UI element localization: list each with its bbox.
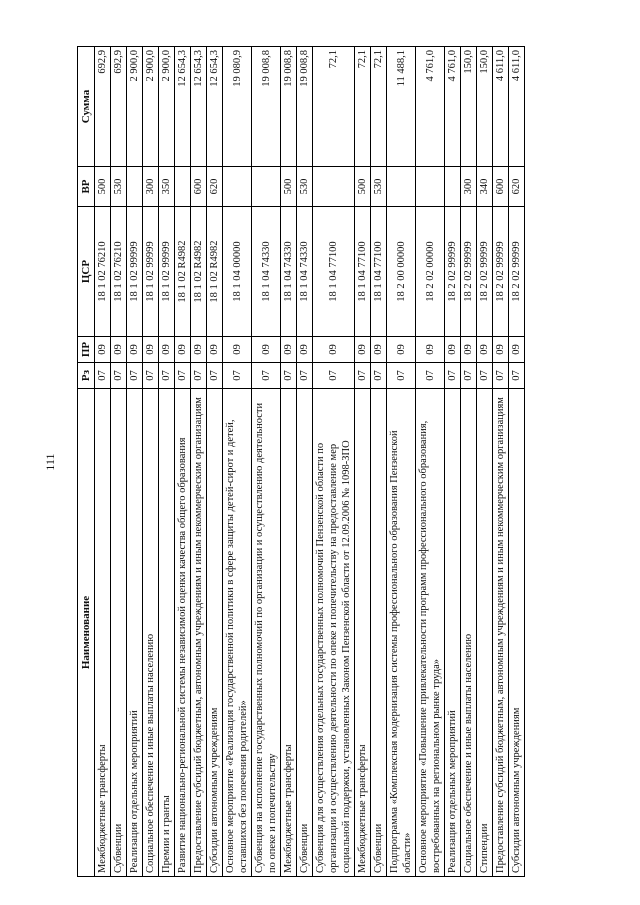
cell-rz: 07 xyxy=(313,363,355,389)
table-row xyxy=(297,47,313,877)
cell-csr: 18 1 02 R4982 xyxy=(191,207,207,337)
cell-vr xyxy=(223,167,252,207)
cell-vr xyxy=(252,167,281,207)
cell-vr: 300 xyxy=(461,167,477,207)
cell-csr: 18 1 02 R4982 xyxy=(175,207,191,337)
cell-csr: 18 2 00 00000 xyxy=(387,207,416,337)
cell-name: Основное мероприятие «Повышение привлекательности программ профессионального образования, востребованных на региональном рынке труда» xyxy=(416,389,445,877)
cell-vr: 500 xyxy=(281,167,297,207)
cell-vr: 620 xyxy=(207,167,223,207)
cell-csr: 18 2 02 99999 xyxy=(477,207,493,337)
cell-csr: 18 1 04 74330 xyxy=(297,207,313,337)
cell-sum: 692,9 xyxy=(95,47,111,167)
cell-vr: 300 xyxy=(143,167,159,207)
cell-pr: 09 xyxy=(416,337,445,363)
cell-csr: 18 2 02 00000 xyxy=(416,207,445,337)
cell-csr: 18 1 04 74330 xyxy=(281,207,297,337)
table-row xyxy=(313,47,355,877)
header-pr: ПР xyxy=(78,337,95,363)
table-row xyxy=(111,47,127,877)
cell-pr: 09 xyxy=(477,337,493,363)
header-vr: ВР xyxy=(78,167,95,207)
cell-rz: 07 xyxy=(416,363,445,389)
cell-pr: 09 xyxy=(111,337,127,363)
cell-csr: 18 1 04 74330 xyxy=(252,207,281,337)
cell-sum: 19 008,8 xyxy=(281,47,297,167)
cell-rz: 07 xyxy=(223,363,252,389)
cell-name: Межбюджетные трансферты xyxy=(355,389,371,877)
cell-sum: 2 900,0 xyxy=(159,47,175,167)
cell-sum: 19 080,9 xyxy=(223,47,252,167)
cell-csr: 18 2 02 99999 xyxy=(493,207,509,337)
cell-pr: 09 xyxy=(297,337,313,363)
cell-csr: 18 1 02 99999 xyxy=(159,207,175,337)
header-csr: ЦСР xyxy=(78,207,95,337)
cell-vr xyxy=(313,167,355,207)
cell-rz: 07 xyxy=(477,363,493,389)
table-row xyxy=(175,47,191,877)
cell-vr: 500 xyxy=(95,167,111,207)
cell-pr: 09 xyxy=(143,337,159,363)
cell-name: Премии и гранты xyxy=(159,389,175,877)
cell-rz: 07 xyxy=(297,363,313,389)
cell-csr: 18 2 02 99999 xyxy=(445,207,461,337)
cell-sum: 692,9 xyxy=(111,47,127,167)
cell-sum: 12 654,3 xyxy=(207,47,223,167)
header-rz: Рз xyxy=(78,363,95,389)
cell-csr: 18 1 02 76210 xyxy=(95,207,111,337)
cell-csr: 18 1 02 76210 xyxy=(111,207,127,337)
cell-pr: 09 xyxy=(509,337,525,363)
cell-rz: 07 xyxy=(281,363,297,389)
cell-rz: 07 xyxy=(143,363,159,389)
cell-sum: 4 761,0 xyxy=(445,47,461,167)
table-row xyxy=(223,47,252,877)
table-row xyxy=(493,47,509,877)
budget-table-container xyxy=(77,47,557,877)
cell-pr: 09 xyxy=(191,337,207,363)
cell-rz: 07 xyxy=(493,363,509,389)
cell-name: Межбюджетные трансферты xyxy=(95,389,111,877)
cell-rz: 07 xyxy=(159,363,175,389)
cell-sum: 2 900,0 xyxy=(127,47,143,167)
cell-pr: 09 xyxy=(371,337,387,363)
cell-name: Субвенции xyxy=(371,389,387,877)
table-body xyxy=(95,47,525,877)
cell-vr xyxy=(387,167,416,207)
header-sum: Сумма xyxy=(78,47,95,167)
header-name: Наименование xyxy=(78,389,95,877)
cell-pr: 09 xyxy=(252,337,281,363)
cell-sum: 12 654,3 xyxy=(175,47,191,167)
cell-csr: 18 1 04 77100 xyxy=(313,207,355,337)
cell-name: Развитие национально-региональной системы независимой оценки качества общего образования xyxy=(175,389,191,877)
budget-table xyxy=(77,46,525,877)
table-row xyxy=(355,47,371,877)
cell-pr: 09 xyxy=(175,337,191,363)
cell-name: Реализация отдельных мероприятий xyxy=(445,389,461,877)
cell-vr: 500 xyxy=(355,167,371,207)
cell-pr: 09 xyxy=(461,337,477,363)
cell-vr: 350 xyxy=(159,167,175,207)
cell-name: Субвенции xyxy=(111,389,127,877)
cell-pr: 09 xyxy=(493,337,509,363)
cell-name: Основное мероприятие «Реализация государственной политики в сфере защиты детей-сирот и детей, оставшихся без попечения родителей» xyxy=(223,389,252,877)
cell-csr: 18 2 02 99999 xyxy=(509,207,525,337)
cell-csr: 18 1 02 99999 xyxy=(143,207,159,337)
cell-rz: 07 xyxy=(175,363,191,389)
cell-sum: 11 488,1 xyxy=(387,47,416,167)
table-row xyxy=(509,47,525,877)
table-header-row xyxy=(78,47,95,877)
cell-name: Реализация отдельных мероприятий xyxy=(127,389,143,877)
cell-pr: 09 xyxy=(159,337,175,363)
table-row xyxy=(387,47,416,877)
cell-rz: 07 xyxy=(371,363,387,389)
cell-vr xyxy=(127,167,143,207)
table-row xyxy=(416,47,445,877)
cell-name: Субвенции xyxy=(297,389,313,877)
cell-csr: 18 1 02 99999 xyxy=(127,207,143,337)
cell-sum: 150,0 xyxy=(461,47,477,167)
cell-sum: 72,1 xyxy=(371,47,387,167)
cell-rz: 07 xyxy=(355,363,371,389)
cell-pr: 09 xyxy=(281,337,297,363)
cell-vr xyxy=(416,167,445,207)
cell-rz: 07 xyxy=(461,363,477,389)
cell-name: Субсидии автономным учреждениям xyxy=(207,389,223,877)
cell-sum: 4 761,0 xyxy=(416,47,445,167)
cell-vr: 600 xyxy=(493,167,509,207)
table-row xyxy=(191,47,207,877)
cell-name: Субвенция для осуществления отдельных государственных полномочий Пензенской области по организации и осуществлению деятельности по опеке и попечительству на предоставление мер социальной поддержки, установленных Законом Пензенской области от 12.09.2006 № 1098-ЗПО xyxy=(313,389,355,877)
table-row xyxy=(95,47,111,877)
cell-name: Подпрограмма «Комплексная модернизация системы профессионального образования Пензенской области» xyxy=(387,389,416,877)
cell-rz: 07 xyxy=(207,363,223,389)
cell-csr: 18 2 02 99999 xyxy=(461,207,477,337)
cell-vr xyxy=(175,167,191,207)
cell-vr: 620 xyxy=(509,167,525,207)
table-row xyxy=(252,47,281,877)
table-row xyxy=(159,47,175,877)
cell-vr: 340 xyxy=(477,167,493,207)
cell-rz: 07 xyxy=(191,363,207,389)
cell-name: Субсидии автономным учреждениям xyxy=(509,389,525,877)
table-row xyxy=(281,47,297,877)
cell-pr: 09 xyxy=(223,337,252,363)
cell-vr: 530 xyxy=(371,167,387,207)
cell-name: Социальное обеспечение и иные выплаты населению xyxy=(461,389,477,877)
cell-pr: 09 xyxy=(127,337,143,363)
cell-pr: 09 xyxy=(95,337,111,363)
cell-sum: 72,1 xyxy=(355,47,371,167)
cell-rz: 07 xyxy=(387,363,416,389)
cell-name: Межбюджетные трансферты xyxy=(281,389,297,877)
cell-pr: 09 xyxy=(207,337,223,363)
cell-rz: 07 xyxy=(127,363,143,389)
table-row xyxy=(127,47,143,877)
table-row xyxy=(477,47,493,877)
cell-sum: 19 008,8 xyxy=(252,47,281,167)
cell-name: Социальное обеспечение и иные выплаты населению xyxy=(143,389,159,877)
cell-name: Субвенция на исполнение государственных полномочий по организации и осуществлению деятельности по опеке и попечительству xyxy=(252,389,281,877)
table-row xyxy=(445,47,461,877)
cell-vr: 600 xyxy=(191,167,207,207)
cell-sum: 72,1 xyxy=(313,47,355,167)
cell-rz: 07 xyxy=(445,363,461,389)
cell-csr: 18 1 04 77100 xyxy=(371,207,387,337)
cell-vr: 530 xyxy=(297,167,313,207)
cell-name: Предоставление субсидий бюджетным, автономным учреждениям и иным некоммерческим организациям xyxy=(191,389,207,877)
cell-sum: 4 611,0 xyxy=(509,47,525,167)
cell-csr: 18 1 04 77100 xyxy=(355,207,371,337)
cell-csr: 18 1 04 00000 xyxy=(223,207,252,337)
cell-pr: 09 xyxy=(313,337,355,363)
cell-vr: 530 xyxy=(111,167,127,207)
cell-sum: 4 611,0 xyxy=(493,47,509,167)
cell-rz: 07 xyxy=(252,363,281,389)
table-row xyxy=(207,47,223,877)
cell-rz: 07 xyxy=(111,363,127,389)
cell-pr: 09 xyxy=(355,337,371,363)
cell-rz: 07 xyxy=(509,363,525,389)
cell-sum: 12 654,3 xyxy=(191,47,207,167)
cell-sum: 150,0 xyxy=(477,47,493,167)
cell-sum: 19 008,8 xyxy=(297,47,313,167)
cell-vr xyxy=(445,167,461,207)
cell-csr: 18 1 02 R4982 xyxy=(207,207,223,337)
cell-name: Предоставление субсидий бюджетным, автономным учреждениям и иным некоммерческим организациям xyxy=(493,389,509,877)
table-row xyxy=(461,47,477,877)
cell-pr: 09 xyxy=(445,337,461,363)
cell-pr: 09 xyxy=(387,337,416,363)
table-row xyxy=(143,47,159,877)
cell-name: Стипендии xyxy=(477,389,493,877)
page-number: 111 xyxy=(43,453,57,471)
cell-sum: 2 900,0 xyxy=(143,47,159,167)
cell-rz: 07 xyxy=(95,363,111,389)
table-row xyxy=(371,47,387,877)
